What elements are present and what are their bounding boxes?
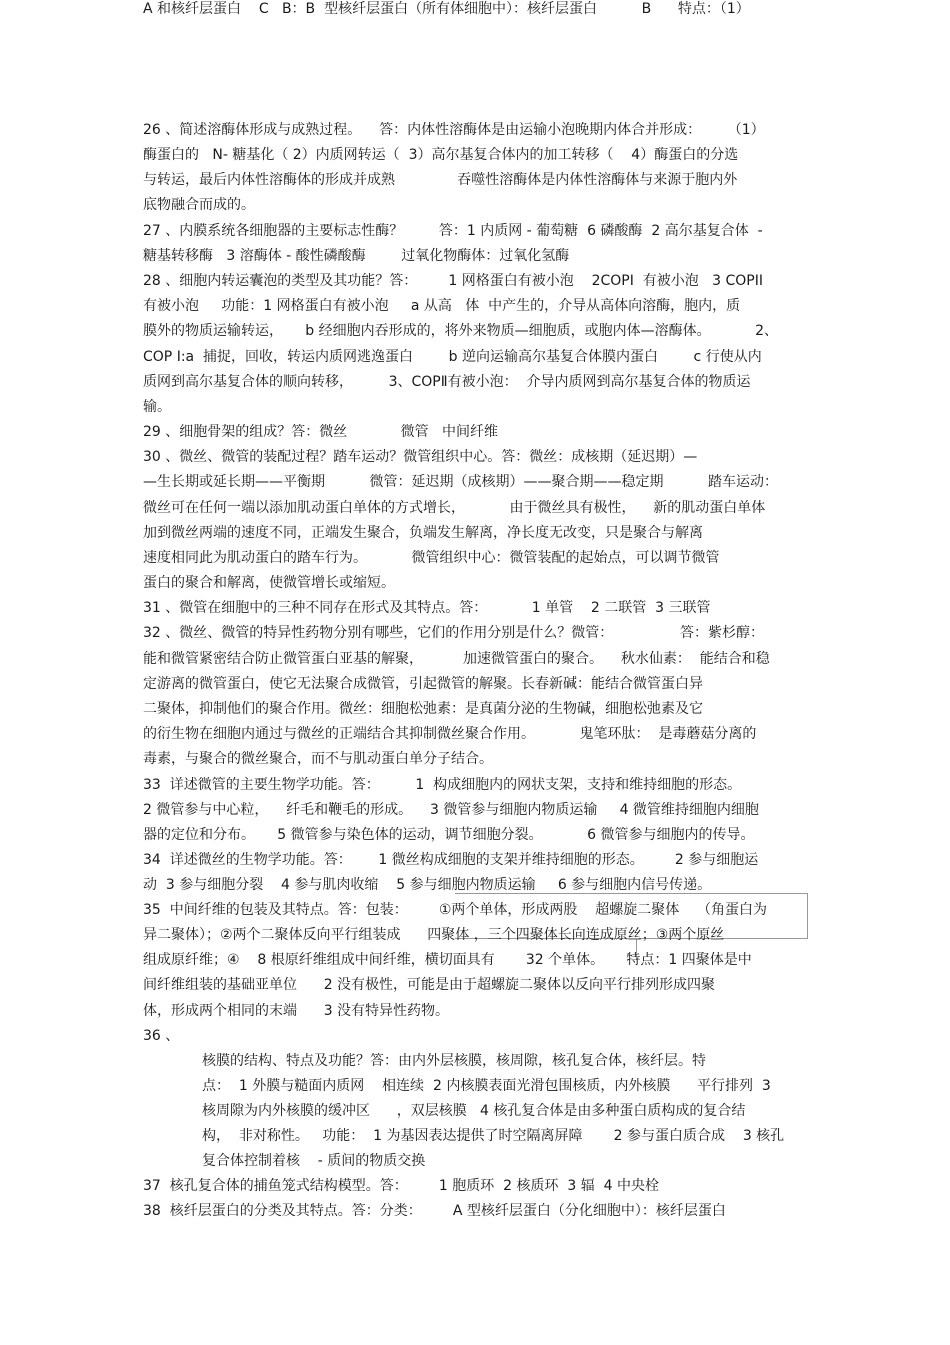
text-line: 38 核纤层蛋白的分类及其特点。答：分类： A 型核纤层蛋白（分化细胞中）：核纤层蛋白: [143, 1203, 726, 1219]
text-line: 加到微丝两端的速度不同，正端发生聚合，负端发生解离，净长度无改变，只是聚合与解离: [143, 525, 703, 541]
text-line: 31 、微管在细胞中的三种不同存在形式及其特点。答： 1 单管 2 二联管 3 三联管: [143, 600, 711, 616]
text-line: 毒素，与聚合的微丝聚合，而不与肌动蛋白单分子结合。: [143, 751, 493, 767]
text-line: 有被小泡 功能：1 网格蛋白有被小泡 a 从高 体 中产生的，介导从高体向溶酶，胞内，质: [143, 298, 741, 314]
text-line: 32 、微丝、微管的特异性药物分别有哪些，它们的作用分别是什么？微管： 答：紫杉醇：: [143, 625, 765, 641]
text-line: 体，形成两个相同的末端 3 没有特异性药物。: [143, 1003, 450, 1019]
text-line: 糖基转移酶 3 溶酶体 - 酸性磷酸酶 过氧化物酶体：过氧化氢酶: [143, 248, 570, 264]
text-line: 定游离的微管蛋白，使它无法聚合成微管，引起微管的解聚。长春新碱：能结合微管蛋白异: [143, 676, 703, 692]
text-line: 酶蛋白的 N- 糖基化（ 2）内质网转运（ 3）高尔基复合体内的加工转移（ 4）酶蛋白的分选: [143, 147, 739, 163]
text-line: 与转运，最后内体性溶酶体的形成并成熟 吞噬性溶酶体是内体性溶酶体与来源于胞内外: [143, 172, 738, 188]
text-line: COP Ⅰ:a 捕捉，回收，转运内质网逃逸蛋白 b 逆向运输高尔基复合体膜内蛋白 c 行使从内: [143, 349, 762, 365]
text-line: 微丝可在任何一端以添加肌动蛋白单体的方式增长， 由于微丝具有极性， 新的肌动蛋白单体: [143, 500, 766, 516]
text-line: 膜外的物质运输转运， b 经细胞内吞形成的，将外来物质—细胞质，或胞内体—溶酶体。 2、: [143, 323, 778, 339]
text-line: 动 3 参与细胞分裂 4 参与肌肉收缩 5 参与细胞内物质运输 6 参与细胞内信号传递。: [143, 877, 712, 893]
text-line: 34 详述微丝的生物学功能。答： 1 微丝构成细胞的支架并维持细胞的形态。 2 参与细胞运: [143, 852, 759, 868]
text-line: 复合体控制着核 - 质间的物质交换: [202, 1153, 426, 1169]
text-line: 35 中间纤维的包装及其特点。答：包装： ①两个单体，形成两股 超螺旋二聚体 （角蛋白为: [143, 902, 768, 918]
text-line: 26 、简述溶酶体形成与成熟过程。 答：内体性溶酶体是由运输小泡晚期内体合并形成： （1）: [143, 122, 765, 138]
text-line: 29 、细胞骨架的组成？答：微丝 微管 中间纤维: [143, 424, 499, 440]
text-line: A 和核纤层蛋白 C B：B 型核纤层蛋白（所有体细胞中）：核纤层蛋白 B 特点：（1）: [143, 1, 750, 17]
text-line: 2 微管参与中心粒， 纤毛和鞭毛的形成。 3 微管参与细胞内物质运输 4 微管维持细胞内细胞: [143, 802, 759, 818]
text-line: 37 核孔复合体的捕鱼笼式结构模型。答： 1 胞质环 2 核质环 3 辐 4 中央栓: [143, 1178, 659, 1194]
text-line: 30 、微丝、微管的装配过程？踏车运动？微管组织中心。答：微丝：成核期（延迟期）—: [143, 449, 698, 465]
text-line: 36 、: [143, 1028, 180, 1044]
text-line: 异二聚体）；②两个二聚体反向平行组装成 四聚体 ，三个四聚体长向连成原丝；③两个原丝: [143, 927, 725, 943]
text-line: 核周隙为内外核膜的缓冲区 ，双层核膜 4 核孔复合体是由多种蛋白质构成的复合结: [202, 1103, 746, 1119]
text-line: 二聚体，抑制他们的聚合作用。微丝：细胞松弛素：是真菌分泌的生物碱，细胞松弛素及它: [143, 701, 703, 717]
text-line: 27 、内膜系统各细胞器的主要标志性酶？ 答：1 内质网 - 葡萄糖 6 磷酸酶 2 高尔基复合体 -: [143, 223, 763, 239]
text-line: —生长期或延长期——平衡期 微管：延迟期（成核期）——聚合期——稳定期 踏车运动：: [143, 474, 779, 490]
text-line: 的衍生物在细胞内通过与微丝的正端结合其抑制微丝聚合作用。 鬼笔环肽： 是毒蘑菇分离的: [143, 726, 757, 742]
text-line: 输。: [143, 399, 171, 415]
text-line: 33 详述微管的主要生物学功能。答： 1 构成细胞内的网状支架，支持和维持细胞的形态。: [143, 777, 742, 793]
text-line: 底物融合而成的。: [143, 197, 255, 213]
text-line: 蛋白的聚合和解离，使微管增长或缩短。: [143, 575, 395, 591]
text-line: 构， 非对称性。 功能： 1 为基因表达提供了时空隔离屏障 2 参与蛋白质合成 3 核孔: [202, 1128, 785, 1144]
text-line: 28 、细胞内转运囊泡的类型及其功能？答： 1 网格蛋白有被小泡 2COPI 有被小泡 3 COPII: [143, 273, 763, 289]
text-line: 器的定位和分布。 5 微管参与染色体的运动，调节细胞分裂。 6 微管参与细胞内的传导。: [143, 827, 755, 843]
text-line: 点： 1 外膜与糙面内质网 相连续 2 内核膜表面光滑包围核质，内外核膜 平行排列 3: [202, 1078, 771, 1094]
text-line: 能和微管紧密结合防止微管蛋白亚基的解聚， 加速微管蛋白的聚合。 秋水仙素： 能结合和稳: [143, 651, 770, 667]
text-line: 核膜的结构、特点及功能？答：由内外层核膜，核周隙，核孔复合体，核纤层。特: [202, 1053, 706, 1069]
text-line: 间纤维组装的基础亚单位 2 没有极性，可能是由于超螺旋二聚体以反向平行排列形成四聚: [143, 977, 716, 993]
text-line: 质网到高尔基复合体的顺向转移， 3、COPⅡ有被小泡： 介导内质网到高尔基复合体的物质运: [143, 374, 751, 390]
text-line: 组成原纤维；④ 8 根原纤维组成中间纤维，横切面具有 32 个单体。 特点：1 四聚体是中: [143, 952, 752, 968]
text-line: 速度相同此为肌动蛋白的踏车行为。 微管组织中心：微管装配的起始点，可以调节微管: [143, 550, 720, 566]
